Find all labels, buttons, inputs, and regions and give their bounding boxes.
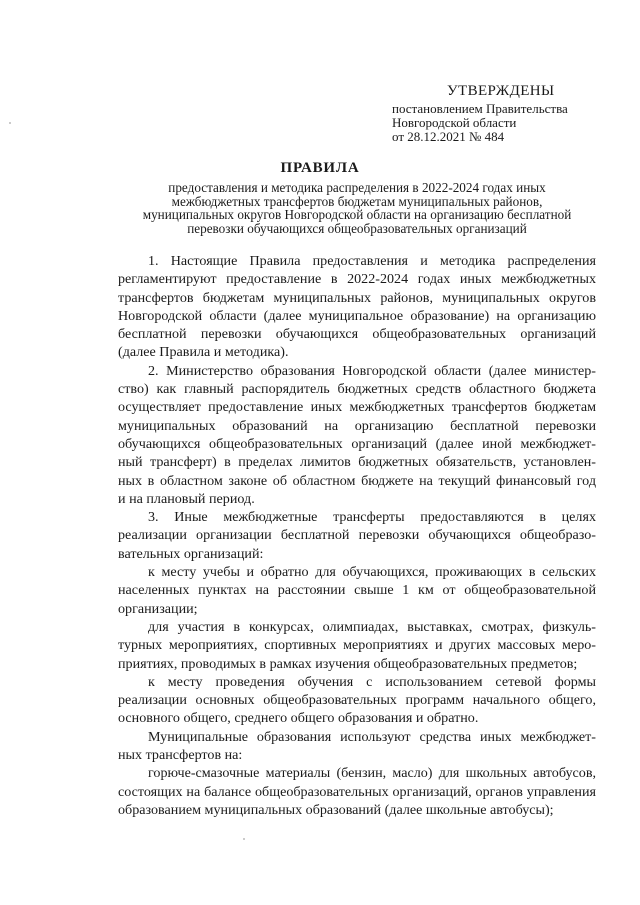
text-line: ных трансфертов на: — [118, 747, 243, 764]
paragraph-p1 — [118, 252, 596, 362]
paragraph-p8 — [118, 764, 596, 819]
text-line: турных мероприятиях, спортивных мероприятиях и других массовых меро- — [118, 637, 596, 654]
scan-speck — [243, 838, 245, 840]
approval-line: от 28.12.2021 № 484 — [392, 129, 505, 144]
text-line: 2. Министерство образования Новгородской области (далее министер- — [148, 362, 596, 379]
paragraph-p7 — [118, 728, 596, 765]
text-line: населенных пунктах на расстоянии свыше 1 км от общеобразовательной — [118, 582, 596, 599]
text-line: горюче-смазочные материалы (бензин, масло) для школьных автобусов, — [148, 765, 596, 782]
text-line: 3. Иные межбюджетные трансферты предоставляются в целях — [148, 509, 596, 526]
text-line: ный трансферт) в пределах лимитов бюджетных обязательств, установлен- — [118, 454, 596, 471]
text-line: (далее Правила и методика). — [118, 344, 289, 361]
text-line: обучающихся общеобразовательных организаций (далее иной межбюджет- — [118, 435, 596, 452]
text-line: 1. Настоящие Правила предоставления и методика распределения — [148, 253, 596, 269]
subtitle-line: межбюджетных трансфертов бюджетам муниципальных районов, — [171, 193, 543, 209]
paragraph-p5 — [118, 618, 596, 673]
text-line: основного общего, среднего общего образования и обратно. — [118, 710, 479, 727]
text-line: ных в областном законе об областном бюджете на текущий финансовый год — [118, 472, 596, 489]
approval-stamp — [392, 84, 632, 144]
subtitle-line: предоставления и методика распределения в 2022-2024 годах иных — [168, 180, 546, 195]
approval-line: постановлением Правительства — [392, 101, 568, 116]
text-line: реализации основных общеобразовательных программ начального общего, — [118, 692, 596, 709]
text-line: организации; — [118, 600, 198, 617]
scan-speck — [9, 122, 11, 124]
text-line: регламентируют предоставление в 2022-2024 годах иных межбюджетных — [118, 271, 596, 288]
subtitle-line: перевозки обучающихся общеобразовательных организаций — [187, 220, 527, 236]
text-line: приятиях, проводимых в рамках изучения общеобразовательных предметов; — [118, 655, 578, 672]
text-line: образованием муниципальных образований (далее школьные автобусы); — [118, 801, 554, 818]
paragraph-p6 — [118, 673, 596, 728]
text-line: Муниципальные образования используют средства иных межбюджет- — [148, 728, 596, 745]
document-body — [118, 252, 596, 819]
text-line: осуществляет предоставление иных межбюджетных трансфертов бюджетам — [118, 399, 596, 416]
text-line: ство) как главный распорядитель бюджетных средств областного бюджета — [118, 381, 596, 398]
text-line: и на плановый период. — [118, 490, 255, 507]
text-line: реализации организации бесплатной перевозки обучающихся общеобразо- — [118, 527, 596, 544]
paragraph-p2 — [118, 362, 596, 508]
approval-heading: УТВЕРЖДЕНЫ — [447, 83, 555, 99]
text-line: муниципальных образований на организацию бесплатной перевозки — [118, 417, 596, 434]
paragraph-p3 — [118, 508, 596, 563]
text-line: для участия в конкурсах, олимпиадах, выставках, смотрах, физкуль- — [148, 618, 596, 635]
text-line: к месту учебы и обратно для обучающихся, проживающих в сельских — [148, 564, 596, 581]
document-subtitle — [110, 181, 604, 235]
text-line: состоящих на балансе общеобразовательных организаций, органов управления — [118, 783, 596, 800]
text-line: бесплатной перевозки обучающихся общеобразовательных организаций — [118, 326, 596, 343]
document-title: ПРАВИЛА — [280, 160, 360, 176]
text-line: к месту проведения обучения с использованием сетевой формы — [148, 673, 596, 690]
paragraph-p4 — [118, 563, 596, 618]
text-line: Новгородской области (далее муниципальное образование) на организацию — [118, 307, 596, 324]
subtitle-line: муниципальных округов Новгородской области на организацию бесплатной — [142, 207, 572, 222]
text-line: трансфертов бюджетам муниципальных районов, муниципальных округов — [118, 289, 596, 306]
approval-line: Новгородской области — [392, 115, 517, 130]
text-line: вательных организаций: — [118, 545, 264, 562]
